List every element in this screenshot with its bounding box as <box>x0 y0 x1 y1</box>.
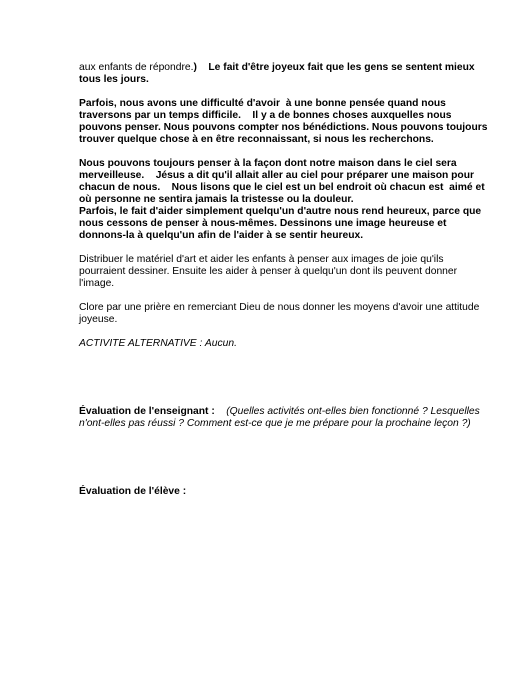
paragraph-intro-end <box>79 62 492 86</box>
alternative-activity: ACTIVITE ALTERNATIVE : Aucun. <box>79 338 237 349</box>
intro-normal-text: aux enfants de répondre. <box>79 62 194 73</box>
paragraph-art-materials: Distribuer le matériel d'art et aider les enfants à penser aux images de joie qu'ils pourraient dessiner. Ensuite les aider à penser à quelqu'un dont ils peuvent donner l'image. <box>79 254 458 289</box>
paragraph-heaven-home: Nous pouvons toujours penser à la façon dont notre maison dans le ciel sera merveilleuse. Jésus a dit qu'il allait aller au ciel pour préparer une maison pour chacun de nous. Nous lisons que le ciel est un bel endroit où chacun est aimé et où personne ne sentira jamais la tristesse ou la douleur. <box>79 158 488 205</box>
intro-bold-text: Le fait d'être joyeux fait que les gens se sentent mieux tous les jours. <box>79 62 475 85</box>
paragraph-difficult-thoughts: Parfois, nous avons une difficulté d'avoir à une bonne pensée quand nous traversons par un temps difficile. Il y a de bonnes choses auxquelles nous pouvons penser. Nous pouvons compter nos bénédictions. Nous pouvons toujours trouver quelque chose à en être reconnaissant, si nous les recherchons. <box>79 98 491 145</box>
paragraph-helping-others: Parfois, le fait d'aider simplement quelqu'un d'autre nous rend heureux, parce que nous cessons de penser à nous-mêmes. Dessinons une image heureuse et donnons-la à quelqu'un afin de l'aider à se sentir heureux. <box>79 206 482 241</box>
paragraph-closing-prayer: Clore par une prière en remerciant Dieu de nous donner les moyens d'avoir une attitude joyeuse. <box>79 302 480 325</box>
teacher-evaluation <box>79 406 492 430</box>
student-evaluation-label: Évaluation de l'élève : <box>79 486 187 497</box>
teacher-evaluation-text: (Quelles activités ont-elles bien fonctionné ? Lesquelles n'ont-elles pas réussi ? Comment est-ce que je me prépare pour la prochaine leçon ?) <box>79 406 480 429</box>
intro-bold-paren: ) <box>193 62 197 73</box>
teacher-evaluation-label: Évaluation de l'enseignant : <box>79 406 215 417</box>
